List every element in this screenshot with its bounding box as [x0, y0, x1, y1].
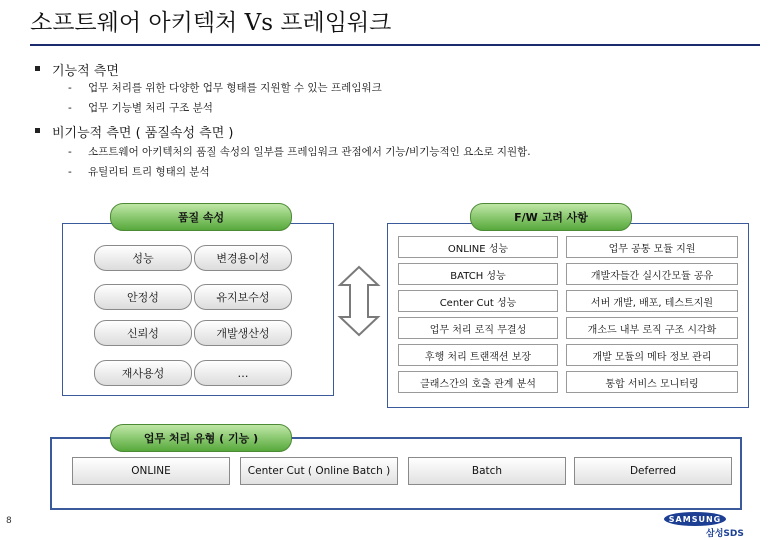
- fw-right-item: 개발자들간 실시간모듈 공유: [566, 263, 738, 285]
- fw-right-item: 서버 개발, 배포, 테스트지원: [566, 290, 738, 312]
- sub-bullet: - 유틸리티 트리 형태의 분석: [68, 166, 210, 178]
- fw-left-item: ONLINE 성능: [398, 236, 558, 258]
- quality-item: 성능: [94, 245, 192, 271]
- bullet-functional: 기능적 측면: [52, 64, 119, 79]
- quality-item: 재사용성: [94, 360, 192, 386]
- fw-label: F/W 고려 사항: [470, 203, 632, 231]
- fw-right-item: 통합 서비스 모니터링: [566, 371, 738, 393]
- type-item: Deferred: [574, 457, 732, 485]
- quality-item: 변경용이성: [194, 245, 292, 271]
- quality-item: 신뢰성: [94, 320, 192, 346]
- quality-item: 유지보수성: [194, 284, 292, 310]
- fw-right-item: 업무 공통 모듈 지원: [566, 236, 738, 258]
- fw-left-item: 후행 처리 트랜잭션 보장: [398, 344, 558, 366]
- sub-bullet: - 업무 기능별 처리 구조 분석: [68, 102, 213, 114]
- bullet-nonfunctional: 비기능적 측면 ( 품질속성 측면 ): [52, 126, 234, 141]
- fw-right-item: 개발 모듈의 메타 정보 관리: [566, 344, 738, 366]
- quality-label: 품질 속성: [110, 203, 292, 231]
- bullet-marker: [35, 66, 40, 71]
- sub-bullet: - 업무 처리를 위한 다양한 업무 형태를 지원할 수 있는 프레임워크: [68, 82, 382, 94]
- sub-bullet: - 소프트웨어 아키텍처의 품질 속성의 일부를 프레임워크 관점에서 기능/비기능적인 요소로 지원함.: [68, 146, 531, 158]
- page-number: 8: [6, 516, 12, 526]
- samsung-sds-logo: 삼성SDS: [706, 529, 744, 539]
- page-title: 소프트웨어 아키텍처 Vs 프레임워크: [30, 10, 392, 36]
- fw-left-item: BATCH 성능: [398, 263, 558, 285]
- types-label: 업무 처리 유형 ( 기능 ): [110, 424, 292, 452]
- double-arrow-icon: [336, 265, 382, 337]
- fw-left-item: Center Cut 성능: [398, 290, 558, 312]
- type-item: Center Cut ( Online Batch ): [240, 457, 398, 485]
- quality-item: 개발생산성: [194, 320, 292, 346]
- samsung-logo: SAMSUNG: [664, 512, 726, 526]
- fw-left-item: 클래스간의 호출 관계 분석: [398, 371, 558, 393]
- type-item: ONLINE: [72, 457, 230, 485]
- title-divider: [30, 44, 760, 46]
- type-item: Batch: [408, 457, 566, 485]
- bullet-marker: [35, 128, 40, 133]
- quality-item: 안정성: [94, 284, 192, 310]
- quality-item: …: [194, 360, 292, 386]
- fw-right-item: 개소드 내부 로직 구조 시각화: [566, 317, 738, 339]
- fw-left-item: 업무 처리 로직 무결성: [398, 317, 558, 339]
